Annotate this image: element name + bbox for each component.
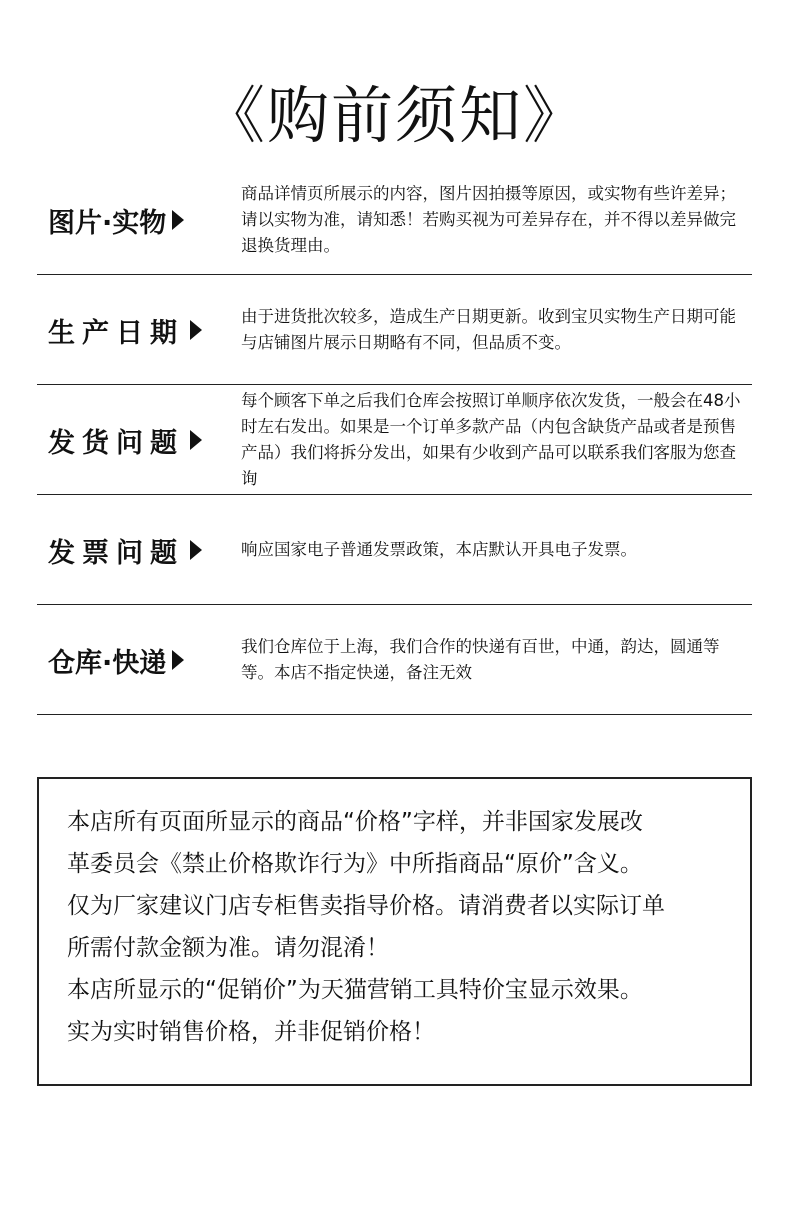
notice-row-image-vs-item: [37, 165, 752, 275]
row-body: [241, 165, 746, 275]
row-heading-text: 图片·实物: [48, 207, 167, 239]
notice-row-production-date: [37, 275, 752, 385]
triangle-right-icon: [190, 540, 202, 560]
row-heading: [48, 385, 202, 495]
disclaimer-line: 本店所显示的“促销价”为天猫营销工具特价宝显示效果。: [67, 977, 643, 1003]
row-body: [241, 385, 746, 495]
row-body: [241, 605, 746, 715]
row-body-text: 响应国家电子普通发票政策，本店默认开具电子发票。: [241, 540, 637, 559]
row-body-text: 我们仓库位于上海，我们合作的快递有百世，中通，韵达，圆通等等。本店不指定快递，备注无效: [241, 637, 720, 682]
triangle-right-icon: [172, 210, 184, 230]
row-body-text: 每个顾客下单之后我们仓库会按照订单顺序依次发货，一般会在48小时左右发出。如果是一个订单多款产品（内包含缺货产品或者是预售产品）我们将拆分发出，如果有少收到产品可以联系我们客服为您查询: [241, 391, 741, 488]
price-disclaimer-box: [37, 777, 752, 1086]
page-title: 《购前须知》: [202, 79, 587, 152]
row-heading: [48, 275, 202, 385]
row-heading-text: 发票问题: [48, 537, 184, 569]
row-heading-text: 生产日期: [48, 317, 184, 349]
disclaimer-line: 实为实时销售价格，并非促销价格！: [67, 1019, 435, 1045]
row-heading-text: 仓库·快递: [48, 647, 167, 679]
row-heading: [48, 605, 184, 715]
disclaimer-line: 仅为厂家建议门店专柜售卖指导价格。请消费者以实际订单: [67, 893, 665, 919]
row-body-text: 由于进货批次较多，造成生产日期更新。收到宝贝实物生产日期可能与店铺图片展示日期略有不同，但品质不变。: [241, 307, 736, 352]
triangle-right-icon: [190, 430, 202, 450]
row-heading: [48, 165, 184, 275]
notice-row-invoice: [37, 495, 752, 605]
row-body-text: 商品详情页所展示的内容，图片因拍摄等原因，或实物有些许差异；请以实物为准，请知悉！若购买视为可差异存在，并不得以差异做完退换货理由。: [241, 184, 736, 255]
triangle-right-icon: [172, 650, 184, 670]
row-body: [241, 275, 746, 385]
row-heading-text: 发货问题: [48, 427, 184, 459]
triangle-right-icon: [190, 320, 202, 340]
row-heading: [48, 495, 202, 605]
notice-row-warehouse-courier: [37, 605, 752, 715]
notice-row-shipping: [37, 385, 752, 495]
disclaimer-line: 所需付款金额为准。请勿混淆！: [67, 935, 389, 961]
disclaimer-line: 革委员会《禁止价格欺诈行为》中所指商品“原价”含义。: [67, 851, 643, 877]
row-body: [241, 495, 746, 605]
disclaimer-line: 本店所有页面所显示的商品“价格”字样，并非国家发展改: [67, 809, 643, 835]
notice-list: [37, 165, 752, 715]
